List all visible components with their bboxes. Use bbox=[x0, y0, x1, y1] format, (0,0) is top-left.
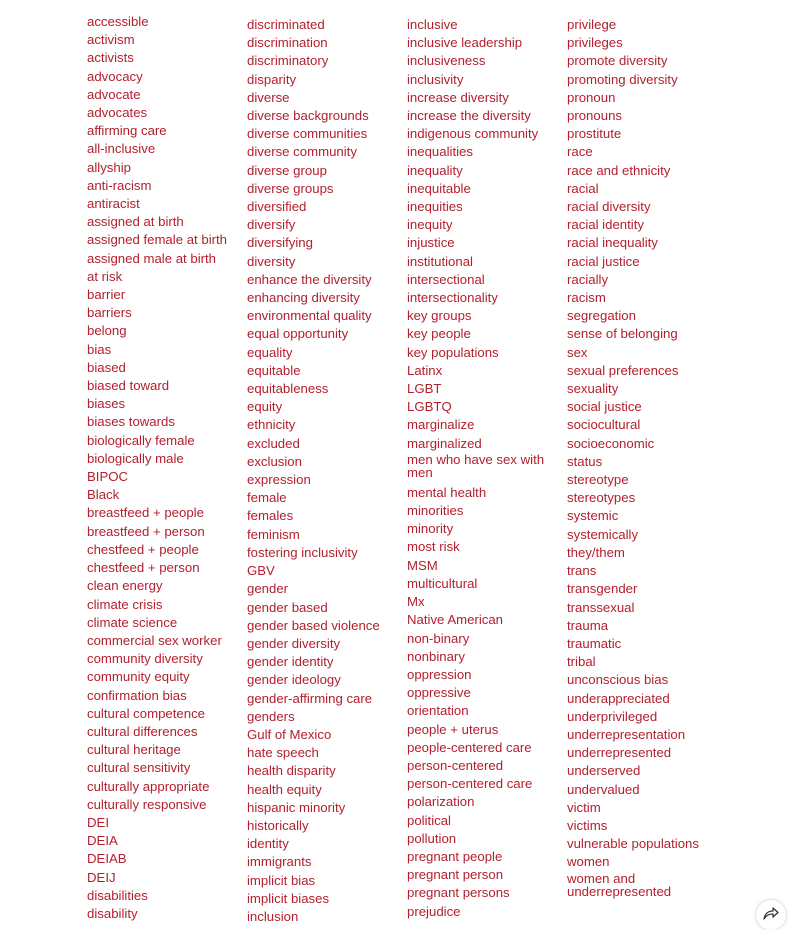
term-item: feminism bbox=[247, 526, 300, 542]
term-item: nonbinary bbox=[407, 648, 465, 664]
term-item: racial bbox=[567, 180, 599, 196]
term-item: biologically female bbox=[87, 432, 195, 448]
term-item: culturally responsive bbox=[87, 796, 207, 812]
term-item: biases towards bbox=[87, 414, 175, 430]
term-item: advocacy bbox=[87, 68, 143, 84]
term-item: person-centered care bbox=[407, 776, 533, 792]
term-item: climate science bbox=[87, 614, 178, 630]
term-item: historically bbox=[247, 817, 309, 833]
term-item: injustice bbox=[407, 235, 455, 251]
term-item: barrier bbox=[87, 287, 126, 303]
term-item: discriminatory bbox=[247, 53, 329, 69]
term-item: oppression bbox=[407, 666, 472, 682]
term-item: female bbox=[247, 490, 287, 506]
term-item: non-binary bbox=[407, 630, 470, 646]
term-item: inequity bbox=[407, 217, 453, 233]
term-item: clean energy bbox=[87, 578, 163, 594]
term-item: diverse group bbox=[247, 162, 327, 178]
term-item: women and underrepresented bbox=[567, 870, 672, 899]
term-item: institutional bbox=[407, 253, 473, 269]
term-item: biased bbox=[87, 359, 126, 375]
term-item: equality bbox=[247, 344, 293, 360]
term-item: Gulf of Mexico bbox=[247, 726, 332, 742]
term-item: polarization bbox=[407, 794, 475, 810]
term-item: chestfeed + people bbox=[87, 541, 199, 557]
term-item: gender based bbox=[247, 599, 328, 615]
term-item: affirming care bbox=[87, 123, 167, 139]
term-item: sociocultural bbox=[567, 417, 641, 433]
term-item: community diversity bbox=[87, 651, 203, 667]
term-item: antiracist bbox=[87, 196, 140, 212]
term-item: belong bbox=[87, 323, 127, 339]
term-item: sex bbox=[567, 344, 588, 360]
term-item: diverse backgrounds bbox=[247, 108, 369, 124]
term-item: advocate bbox=[87, 86, 141, 102]
term-item: increase diversity bbox=[407, 89, 509, 105]
term-item: inclusiveness bbox=[407, 53, 486, 69]
term-item: inequitable bbox=[407, 180, 471, 196]
term-item: anti-racism bbox=[87, 177, 152, 193]
term-item: gender ideology bbox=[247, 672, 341, 688]
term-item: immigrants bbox=[247, 854, 312, 870]
term-item: segregation bbox=[567, 308, 636, 324]
term-item: prejudice bbox=[407, 903, 461, 919]
term-item: equity bbox=[247, 399, 283, 415]
term-item: diversifying bbox=[247, 235, 313, 251]
term-item: cultural differences bbox=[87, 723, 198, 739]
term-item: MSM bbox=[407, 557, 438, 573]
term-item: biologically male bbox=[87, 450, 184, 466]
term-item: assigned male at birth bbox=[87, 250, 217, 266]
term-item: enhance the diversity bbox=[247, 271, 372, 287]
term-item: inclusivity bbox=[407, 71, 464, 87]
term-item: women bbox=[567, 854, 610, 870]
term-column-1 bbox=[87, 13, 247, 923]
term-item: privileges bbox=[567, 35, 623, 51]
term-item: gender bbox=[247, 581, 289, 597]
term-item: victim bbox=[567, 799, 601, 815]
term-item: DEIA bbox=[87, 833, 118, 849]
term-item: expression bbox=[247, 472, 311, 488]
term-item: indigenous community bbox=[407, 126, 539, 142]
share-arrow-icon bbox=[763, 906, 779, 925]
term-item: minority bbox=[407, 521, 454, 537]
term-item: diverse bbox=[247, 89, 290, 105]
term-item: gender based violence bbox=[247, 617, 380, 633]
term-item: most risk bbox=[407, 539, 460, 555]
term-item: at risk bbox=[87, 268, 123, 284]
term-item: promote diversity bbox=[567, 53, 668, 69]
term-item: chestfeed + person bbox=[87, 560, 200, 576]
term-item: vulnerable populations bbox=[567, 836, 699, 852]
term-item: privilege bbox=[567, 17, 617, 32]
term-item: equitable bbox=[247, 362, 301, 378]
share-button[interactable] bbox=[756, 900, 786, 930]
term-item: cultural competence bbox=[87, 705, 206, 721]
term-item: prostitute bbox=[567, 126, 622, 142]
term-item: disability bbox=[87, 905, 138, 921]
term-item: environmental quality bbox=[247, 308, 372, 324]
term-item: hispanic minority bbox=[247, 799, 346, 815]
term-item: key populations bbox=[407, 344, 499, 360]
term-item: culturally appropriate bbox=[87, 778, 210, 794]
term-item: transsexual bbox=[567, 599, 635, 615]
term-item: racial identity bbox=[567, 217, 644, 233]
term-item: activists bbox=[87, 50, 134, 66]
term-item: pregnant person bbox=[407, 867, 504, 883]
term-item: undervalued bbox=[567, 781, 640, 797]
term-item: race bbox=[567, 144, 593, 160]
term-item: enhancing diversity bbox=[247, 290, 360, 306]
term-item: breastfeed + people bbox=[87, 505, 204, 521]
term-item: pronouns bbox=[567, 108, 622, 124]
term-item: pronoun bbox=[567, 89, 616, 105]
term-item: allyship bbox=[87, 159, 131, 175]
term-item: pregnant people bbox=[407, 848, 503, 864]
term-item: systemic bbox=[567, 508, 619, 524]
term-item: sexuality bbox=[567, 381, 619, 397]
term-item: intersectional bbox=[407, 271, 485, 287]
term-item: equitableness bbox=[247, 381, 329, 397]
term-item: DEIAB bbox=[87, 851, 127, 867]
term-item: unconscious bias bbox=[567, 672, 669, 688]
term-item: advocates bbox=[87, 105, 148, 121]
term-item: Latinx bbox=[407, 362, 443, 378]
term-item: activism bbox=[87, 32, 135, 48]
term-item: racism bbox=[567, 290, 606, 306]
term-item: racial diversity bbox=[567, 199, 651, 215]
term-item: implicit biases bbox=[247, 890, 330, 906]
term-item: sense of belonging bbox=[567, 326, 678, 342]
term-item: stereotypes bbox=[567, 490, 636, 506]
term-item: diverse community bbox=[247, 144, 357, 160]
term-item: identity bbox=[247, 836, 289, 852]
term-item: tribal bbox=[567, 654, 596, 670]
term-item: racial justice bbox=[567, 253, 640, 269]
term-item: barriers bbox=[87, 305, 132, 321]
term-item: stereotype bbox=[567, 472, 629, 488]
term-item: underprivileged bbox=[567, 708, 658, 724]
term-item: social justice bbox=[567, 399, 642, 415]
term-item: bias bbox=[87, 341, 112, 357]
term-item: accessible bbox=[87, 14, 149, 29]
term-item: ethnicity bbox=[247, 417, 296, 433]
term-item: victims bbox=[567, 817, 608, 833]
term-item: socioeconomic bbox=[567, 435, 655, 451]
term-item: assigned at birth bbox=[87, 214, 184, 230]
term-item: inclusion bbox=[247, 908, 299, 924]
term-item: GBV bbox=[247, 563, 275, 579]
term-item: biased toward bbox=[87, 378, 170, 394]
term-item: genders bbox=[247, 708, 295, 724]
term-item: discrimination bbox=[247, 35, 328, 51]
term-column-3 bbox=[407, 16, 567, 921]
term-item: systemically bbox=[567, 526, 639, 542]
term-item: inequality bbox=[407, 162, 463, 178]
term-item: inequalities bbox=[407, 144, 473, 160]
term-item: transgender bbox=[567, 581, 638, 597]
term-item: pregnant persons bbox=[407, 885, 510, 901]
term-item: they/them bbox=[567, 544, 625, 560]
term-item: LGBTQ bbox=[407, 399, 452, 415]
term-item: climate crisis bbox=[87, 596, 163, 612]
term-item: Black bbox=[87, 487, 120, 503]
term-item: people-centered care bbox=[407, 739, 532, 755]
term-item: discriminated bbox=[247, 17, 325, 32]
term-item: diversify bbox=[247, 217, 296, 233]
term-item: hate speech bbox=[247, 745, 319, 761]
term-item: equal opportunity bbox=[247, 326, 349, 342]
term-item: gender-affirming care bbox=[247, 690, 373, 706]
term-item: increase the diversity bbox=[407, 108, 531, 124]
term-item: DEI bbox=[87, 814, 109, 830]
term-item: underrepresented bbox=[567, 745, 672, 761]
term-item: marginalize bbox=[407, 417, 475, 433]
term-item: BIPOC bbox=[87, 469, 129, 485]
term-item: confirmation bias bbox=[87, 687, 187, 703]
term-item: key groups bbox=[407, 308, 472, 324]
term-item: health equity bbox=[247, 781, 322, 797]
term-item: females bbox=[247, 508, 294, 524]
term-item: intersectionality bbox=[407, 290, 498, 306]
term-item: DEIJ bbox=[87, 869, 116, 885]
term-item: underrepresentation bbox=[567, 726, 686, 742]
term-item: racial inequality bbox=[567, 235, 658, 251]
term-column-2 bbox=[247, 16, 407, 926]
term-item: diverse communities bbox=[247, 126, 368, 142]
term-item: exclusion bbox=[247, 453, 302, 469]
term-item: traumatic bbox=[567, 635, 622, 651]
term-item: underserved bbox=[567, 763, 641, 779]
term-item: sexual preferences bbox=[567, 362, 679, 378]
term-item: orientation bbox=[407, 703, 469, 719]
term-item: implicit bias bbox=[247, 872, 316, 888]
term-item: person-centered bbox=[407, 757, 504, 773]
term-item: marginalized bbox=[407, 435, 482, 451]
term-item: breastfeed + person bbox=[87, 523, 205, 539]
term-item: excluded bbox=[247, 435, 300, 451]
term-item: mental health bbox=[407, 484, 487, 500]
term-item: assigned female at birth bbox=[87, 232, 228, 248]
term-item: gender identity bbox=[247, 654, 334, 670]
term-item: cultural heritage bbox=[87, 742, 181, 758]
term-item: pollution bbox=[407, 830, 457, 846]
term-item: oppressive bbox=[407, 685, 471, 701]
term-item: men who have sex with men bbox=[407, 451, 545, 480]
term-item: political bbox=[407, 812, 451, 828]
term-item: people + uterus bbox=[407, 721, 499, 737]
term-item: key people bbox=[407, 326, 471, 342]
term-item: cultural sensitivity bbox=[87, 760, 191, 776]
term-item: diversity bbox=[247, 253, 296, 269]
term-item: all-inclusive bbox=[87, 141, 156, 157]
term-item: community equity bbox=[87, 669, 190, 685]
term-column-4 bbox=[567, 16, 727, 903]
term-item: status bbox=[567, 453, 603, 469]
term-item: Native American bbox=[407, 612, 504, 628]
term-item: disparity bbox=[247, 71, 297, 87]
term-item: LGBT bbox=[407, 381, 442, 397]
term-item: diverse groups bbox=[247, 180, 334, 196]
term-item: gender diversity bbox=[247, 635, 341, 651]
term-item: Mx bbox=[407, 594, 425, 610]
term-item: race and ethnicity bbox=[567, 162, 671, 178]
term-item: underappreciated bbox=[567, 690, 670, 706]
term-item: multicultural bbox=[407, 575, 478, 591]
term-item: commercial sex worker bbox=[87, 632, 222, 648]
term-item: minorities bbox=[407, 503, 464, 519]
term-item: trans bbox=[567, 563, 597, 579]
term-item: inequities bbox=[407, 199, 463, 215]
term-item: diversified bbox=[247, 199, 307, 215]
term-item: biases bbox=[87, 396, 126, 412]
term-item: trauma bbox=[567, 617, 609, 633]
term-item: inclusive leadership bbox=[407, 35, 523, 51]
term-item: health disparity bbox=[247, 763, 336, 779]
term-item: inclusive bbox=[407, 17, 458, 32]
term-item: racially bbox=[567, 271, 609, 287]
term-item: promoting diversity bbox=[567, 71, 678, 87]
term-item: disabilities bbox=[87, 887, 148, 903]
term-item: fostering inclusivity bbox=[247, 544, 358, 560]
